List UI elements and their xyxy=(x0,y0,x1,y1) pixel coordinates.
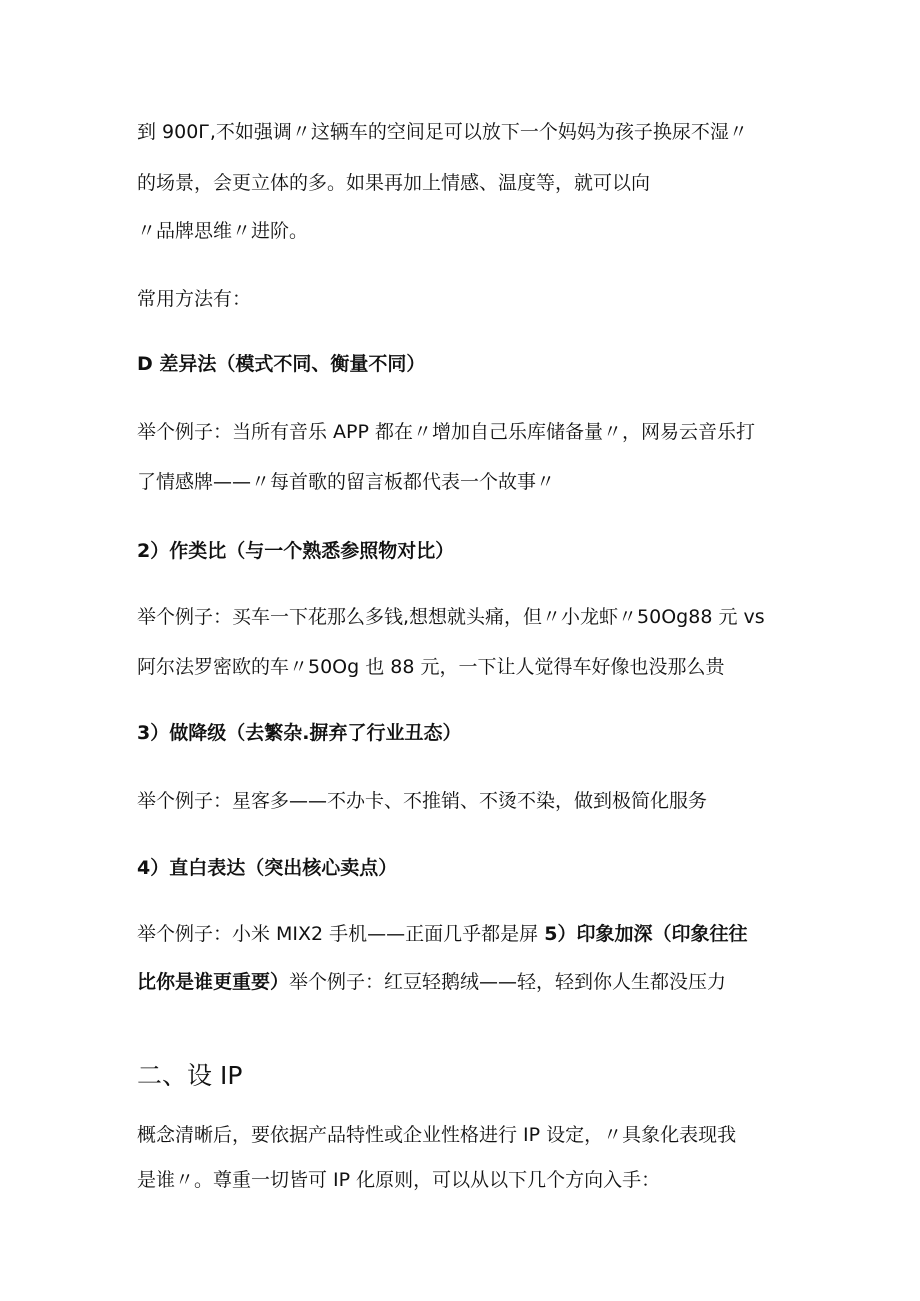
example-line: 举个例子：当所有音乐 APP 都在〃增加自己乐库储备量〃，网易云音乐打 xyxy=(137,421,755,443)
paragraph-line: 是谁〃。尊重一切皆可 IP 化原则，可以从以下几个方向入手： xyxy=(137,1169,661,1191)
method-heading: 比你是谁更重要） xyxy=(137,971,290,993)
method-heading: 2）作类比（与一个熟悉参照物对比） xyxy=(137,540,455,562)
paragraph-line: 概念清晰后，要依据产品特性或企业性格进行 IP 设定，〃具象化表现我 xyxy=(137,1124,737,1146)
example-text: 举个例子：小米 MIX2 手机——正面几乎都是屏 xyxy=(137,923,545,945)
paragraph-line: 〃品牌思维〃进阶。 xyxy=(137,220,309,242)
example-text: 举个例子：红豆轻鹅绒——轻，轻到你人生都没压力 xyxy=(289,971,727,993)
mixed-line xyxy=(137,968,726,996)
methods-intro: 常用方法有： xyxy=(137,288,252,310)
method-heading: 4）直白表达（突出核心卖点） xyxy=(137,857,398,879)
mixed-line xyxy=(137,920,747,948)
method-heading: 3）做降级（去繁杂.摒弃了行业丑态） xyxy=(137,722,462,744)
example-line: 举个例子：买车一下花那么多钱,想想就头痛，但〃小龙虾〃50Og88 元 vs xyxy=(137,606,765,628)
method-heading: 5）印象加深（印象往往 xyxy=(544,923,748,945)
paragraph-line: 到 900Г,不如强调〃这辆车的空间足可以放下一个妈妈为孩子换尿不湿〃 xyxy=(137,121,748,143)
example-line: 阿尔法罗密欧的车〃50Og 也 88 元，一下让人觉得车好像也没那么贵 xyxy=(137,656,725,678)
example-line: 举个例子：星客多——不办卡、不推销、不烫不染，做到极简化服务 xyxy=(137,790,708,812)
method-heading: D 差异法（模式不同、衡量不同） xyxy=(137,353,426,375)
paragraph-line: 的场景，会更立体的多。如果再加上情感、温度等，就可以向 xyxy=(137,172,651,194)
example-line: 了情感牌——〃每首歌的留言板都代表一个故事〃 xyxy=(137,471,556,493)
section-heading: 二、设 IP xyxy=(137,1061,243,1090)
